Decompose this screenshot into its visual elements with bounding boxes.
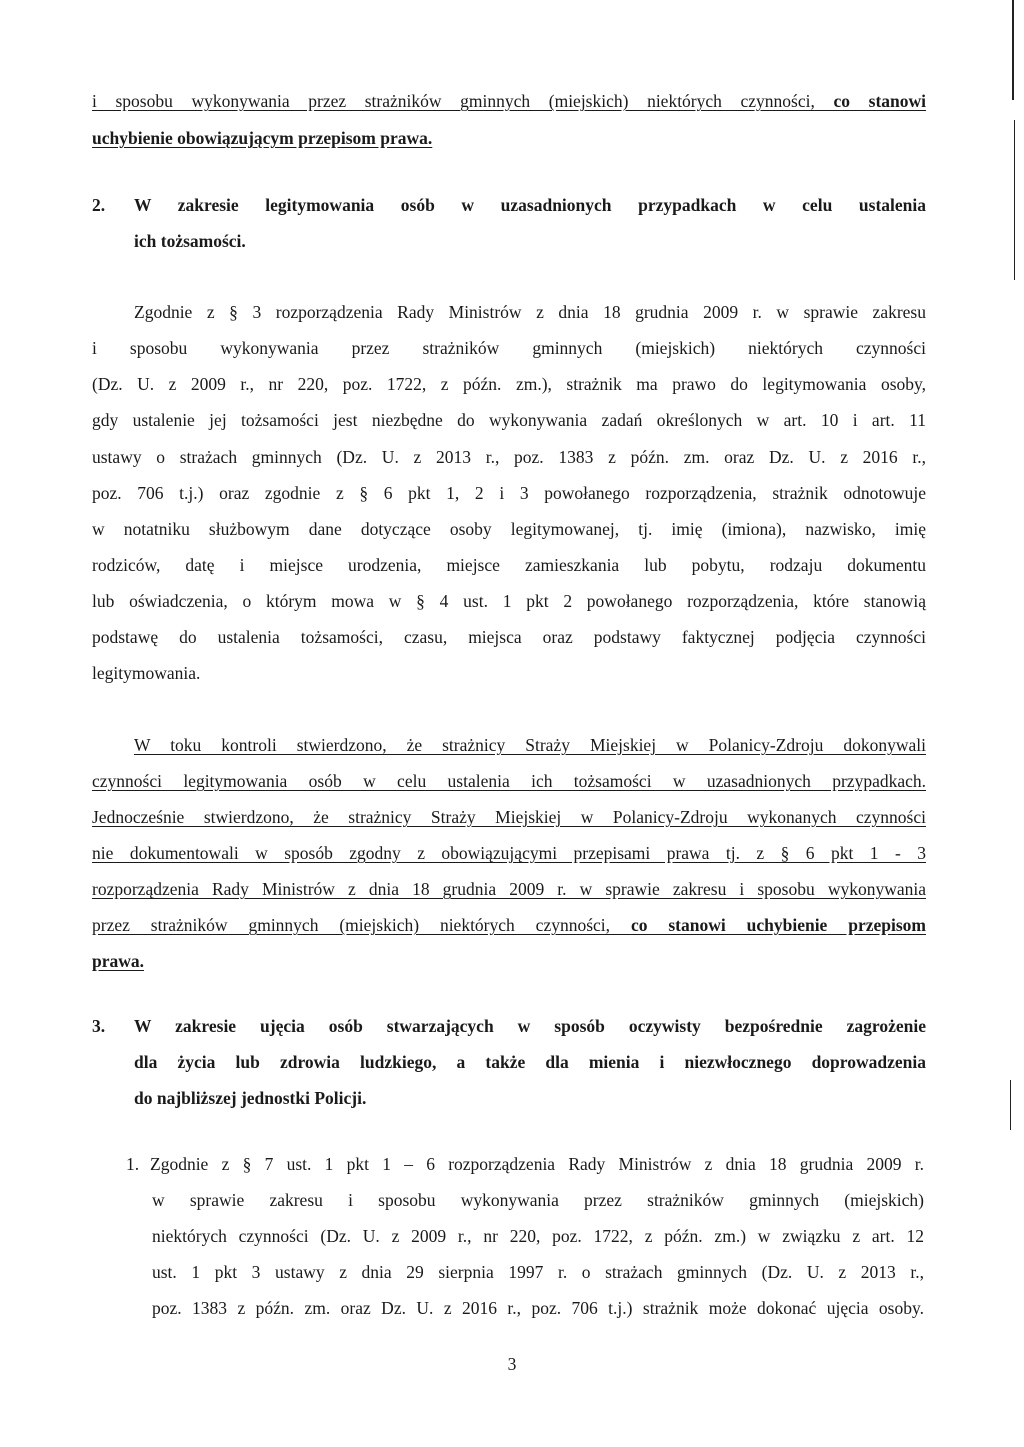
- paragraph-line: legitymowania.: [92, 663, 201, 683]
- section-3-heading-line-3: do najbliższej jednostki Policji.: [134, 1088, 367, 1108]
- section-2-number: 2.: [92, 195, 106, 215]
- finding-line: Jednocześnie stwierdzono, że strażnicy Straży Miejskiej w Polanicy-Zdroju wykonanych czynności: [92, 807, 926, 827]
- list-item-line: ust. 1 pkt 3 ustawy z dnia 29 sierpnia 1997 r. o strażach gminnych (Dz. U. z 2013 r.,: [152, 1262, 924, 1282]
- finding-line: nie dokumentowali w sposób zgodny z obowiązującymi przepisami prawa tj. z § 6 pkt 1 - 3: [92, 843, 926, 863]
- scan-edge-line: [1012, 0, 1014, 100]
- scan-edge-line: [1014, 120, 1015, 280]
- paragraph-line: Zgodnie z § 3 rozporządzenia Rady Ministrów z dnia 18 grudnia 2009 r. w sprawie zakresu: [134, 302, 926, 322]
- top-paragraph-line-1: i sposobu wykonywania przez strażników gminnych (miejskich) niektórych czynności, co stanowi: [92, 91, 927, 111]
- finding-line: W toku kontroli stwierdzono, że strażnicy Straży Miejskiej w Polanicy-Zdroju dokonywali: [134, 735, 926, 755]
- paragraph-line: ustawy o strażach gminnych (Dz. U. z 2013 r., poz. 1383 z późn. zm. oraz Dz. U. z 2016 r.,: [92, 447, 926, 467]
- section-3-heading-line-2: dla życia lub zdrowia ludzkiego, a także dla mienia i niezwłocznego doprowadzenia: [134, 1052, 926, 1072]
- list-item-line: poz. 1383 z późn. zm. oraz Dz. U. z 2016 r., poz. 706 t.j.) strażnik może dokonać ujęcia osoby.: [152, 1298, 924, 1318]
- paragraph-line: poz. 706 t.j.) oraz zgodnie z § 6 pkt 1, 2 i 3 powołanego rozporządzenia, strażnik odnotowuje: [92, 483, 926, 503]
- finding-line: przez strażników gminnych (miejskich) niektórych czynności, co stanowi uchybienie przepisom: [92, 915, 926, 935]
- paragraph-line: w notatniku służbowym dane dotyczące osoby legitymowanej, tj. imię (imiona), nazwisko, imię: [92, 519, 926, 539]
- list-item-line: niektórych czynności (Dz. U. z 2009 r., nr 220, poz. 1722, z późn. zm.) w związku z art. 12: [152, 1226, 924, 1246]
- finding-line: czynności legitymowania osób w celu ustalenia ich tożsamości w uzasadnionych przypadkach.: [92, 771, 926, 791]
- paragraph-line: podstawę do ustalenia tożsamości, czasu, miejsca oraz podstawy faktycznej podjęcia czynności: [92, 627, 926, 647]
- section-2-heading-line-2: ich tożsamości.: [134, 231, 246, 251]
- list-item-line: Zgodnie z § 7 ust. 1 pkt 1 – 6 rozporządzenia Rady Ministrów z dnia 18 grudnia 2009 r.: [150, 1154, 924, 1174]
- paragraph-line: (Dz. U. z 2009 r., nr 220, poz. 1722, z późn. zm.), strażnik ma prawo do legitymowania osoby,: [92, 374, 926, 394]
- paragraph-line: rodziców, datę i miejsce urodzenia, miejsce zamieszkania lub pobytu, rodzaju dokumentu: [92, 555, 926, 575]
- section-3-heading-line-1: W zakresie ujęcia osób stwarzających w sposób oczywisty bezpośrednie zagrożenie: [134, 1016, 926, 1036]
- list-item-number: 1.: [126, 1154, 140, 1174]
- paragraph-line: i sposobu wykonywania przez strażników gminnych (miejskich) niektórych czynności: [92, 338, 926, 358]
- list-item-line: w sprawie zakresu i sposobu wykonywania przez strażników gminnych (miejskich): [152, 1190, 924, 1210]
- finding-line: prawa.: [92, 951, 145, 971]
- page-number: 3: [507, 1354, 517, 1374]
- top-paragraph-line-2: uchybienie obowiązującym przepisom prawa.: [92, 128, 433, 148]
- finding-line: rozporządzenia Rady Ministrów z dnia 18 grudnia 2009 r. w sprawie zakresu i sposobu wykonywania: [92, 879, 926, 899]
- paragraph-line: lub oświadczenia, o którym mowa w § 4 ust. 1 pkt 2 powołanego rozporządzenia, które stanowią: [92, 591, 926, 611]
- section-3-number: 3.: [92, 1016, 106, 1036]
- paragraph-line: gdy ustalenie jej tożsamości jest niezbędne do wykonywania zadań określonych w art. 10 i art. 11: [92, 410, 926, 430]
- section-2-heading-line-1: W zakresie legitymowania osób w uzasadnionych przypadkach w celu ustalenia: [134, 195, 926, 215]
- scan-edge-line: [1010, 1080, 1011, 1130]
